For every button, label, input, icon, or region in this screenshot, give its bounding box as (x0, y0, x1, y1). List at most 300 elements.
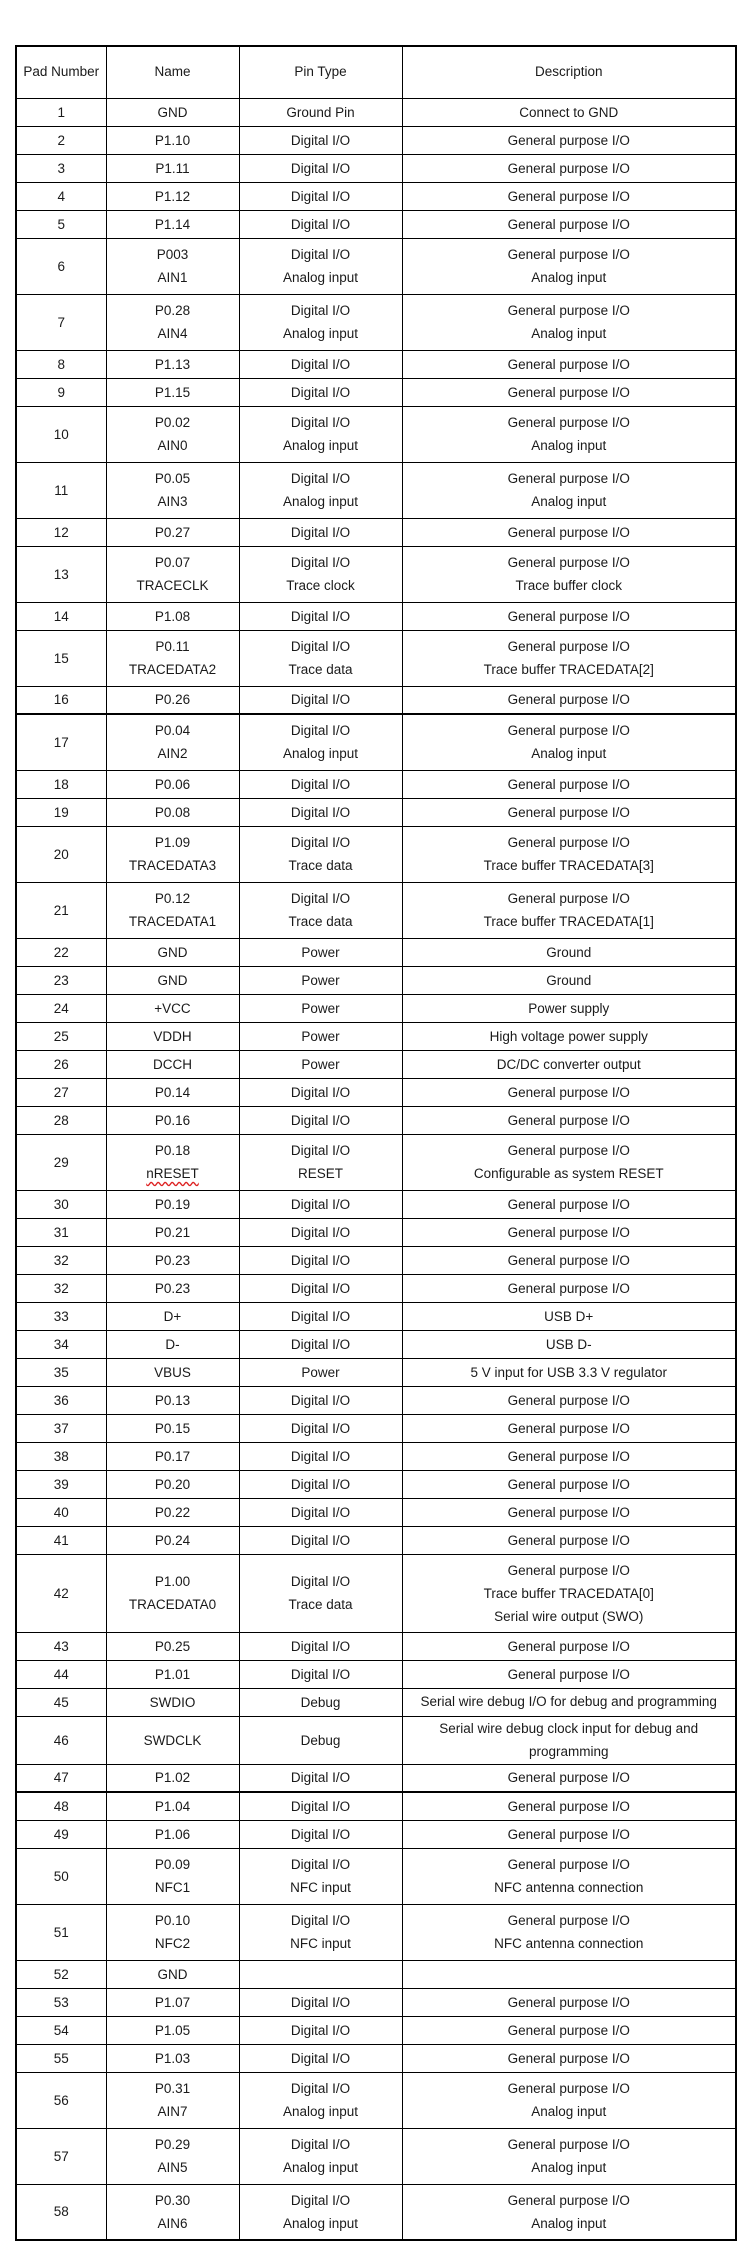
description-cell (402, 1988, 736, 2016)
name-line: P0.18 (154, 1143, 191, 1158)
table-row (16, 1302, 736, 1330)
description-cell (402, 1218, 736, 1246)
pad-number-cell: 34 (16, 1330, 106, 1358)
pin-table-section-1 (15, 45, 737, 715)
pin-type-cell (239, 1358, 402, 1386)
pin-type-line: Digital I/O (290, 1857, 351, 1872)
table-row (16, 350, 736, 378)
name-cell (106, 1792, 239, 1820)
description-line: General purpose I/O (507, 1196, 630, 1212)
description-cell (402, 518, 736, 546)
pin-type-line: Digital I/O (290, 415, 351, 430)
description-cell (402, 1820, 736, 1848)
pin-type-line: Analog input (282, 2160, 359, 2175)
table-row (16, 2016, 736, 2044)
pin-type-cell (239, 294, 402, 350)
pin-type-cell (239, 1904, 402, 1960)
name-cell (106, 602, 239, 630)
pin-type-line: NFC input (290, 1936, 351, 1951)
pin-type-line: Ground Pin (286, 104, 355, 120)
description-cell (402, 798, 736, 826)
pad-number-cell: 35 (16, 1358, 106, 1386)
name-line: AIN4 (157, 326, 188, 341)
pin-type-cell (239, 714, 402, 770)
description-cell (402, 154, 736, 182)
name-cell (106, 350, 239, 378)
name-line: P1.04 (154, 1798, 191, 1814)
description-cell (402, 602, 736, 630)
name-cell (106, 518, 239, 546)
name-line: NFC1 (154, 1880, 191, 1895)
pad-number-cell: 45 (16, 1688, 106, 1716)
description-cell (402, 1246, 736, 1274)
pin-type-line: Digital I/O (290, 1280, 351, 1296)
description-cell (402, 1960, 736, 1988)
pin-type-line: Analog input (282, 494, 359, 509)
description-line: General purpose I/O (507, 608, 630, 624)
pin-type-line: Digital I/O (290, 835, 351, 850)
description-line: General purpose I/O (507, 1913, 630, 1928)
description-line: General purpose I/O (507, 247, 630, 262)
pad-number-cell: 36 (16, 1386, 106, 1414)
description-cell (402, 546, 736, 602)
description-cell (402, 1526, 736, 1554)
description-line: General purpose I/O (507, 1392, 630, 1408)
pin-type-line: Power (301, 944, 340, 960)
name-cell (106, 1820, 239, 1848)
description-cell (402, 1190, 736, 1218)
pin-type-cell (239, 966, 402, 994)
pin-type-cell (239, 1848, 402, 1904)
name-cell (106, 126, 239, 154)
table-row (16, 1792, 736, 1820)
pin-type-cell (239, 1792, 402, 1820)
name-line: DCCH (153, 1056, 192, 1072)
name-line: AIN3 (157, 494, 188, 509)
name-line: D- (165, 1336, 180, 1352)
name-line: VDDH (153, 1028, 192, 1044)
name-cell (106, 1688, 239, 1716)
description-line: General purpose I/O (507, 2192, 630, 2208)
pin-type-line: Power (301, 1000, 340, 1016)
description-line: General purpose I/O (507, 804, 630, 820)
pad-number-cell: 3 (16, 154, 106, 182)
name-cell (106, 826, 239, 882)
pin-type-cell (239, 518, 402, 546)
pad-number-cell: 42 (16, 1554, 106, 1632)
pin-type-cell (239, 882, 402, 938)
pad-number-cell: 41 (16, 1526, 106, 1554)
name-cell (106, 1660, 239, 1688)
name-line: P0.08 (154, 804, 191, 820)
pin-type-line: Analog input (282, 2104, 359, 2119)
description-cell (402, 1632, 736, 1660)
pin-type-line: Digital I/O (290, 891, 351, 906)
pin-type-cell (239, 686, 402, 714)
name-cell (106, 1302, 239, 1330)
pad-number-cell: 28 (16, 1106, 106, 1134)
name-line: P1.02 (154, 1770, 191, 1786)
table-row (16, 714, 736, 770)
pad-number-cell: 23 (16, 966, 106, 994)
description-cell (402, 1792, 736, 1820)
pad-number-cell: 14 (16, 602, 106, 630)
name-line: P0.27 (154, 524, 191, 540)
description-cell (402, 686, 736, 714)
name-line: P0.20 (154, 1476, 191, 1492)
table-row (16, 1386, 736, 1414)
description-line: DC/DC converter output (496, 1056, 641, 1072)
table-row (16, 1106, 736, 1134)
pad-number-cell: 9 (16, 378, 106, 406)
name-line: P0.02 (154, 415, 191, 430)
name-line: GND (157, 944, 188, 960)
pin-type-cell (239, 126, 402, 154)
pin-type-cell (239, 1526, 402, 1554)
description-cell (402, 2072, 736, 2128)
pad-number-cell: 11 (16, 462, 106, 518)
pin-type-cell (239, 182, 402, 210)
pad-number-cell: 46 (16, 1716, 106, 1764)
pin-type-line: Digital I/O (290, 1196, 351, 1212)
pin-type-line: Digital I/O (290, 1913, 351, 1928)
pin-type-line: Digital I/O (290, 384, 351, 400)
description-line: Trace buffer TRACEDATA[2] (483, 662, 654, 677)
description-line: General purpose I/O (507, 1084, 630, 1100)
name-line: P0.21 (154, 1224, 191, 1240)
name-line: P0.13 (154, 1392, 191, 1408)
pin-type-line: Digital I/O (290, 247, 351, 262)
description-line: General purpose I/O (507, 524, 630, 540)
pin-type-cell (239, 1660, 402, 1688)
table-row (16, 966, 736, 994)
pad-number-cell: 26 (16, 1050, 106, 1078)
name-line: VBUS (154, 1364, 191, 1380)
pin-type-cell (239, 1960, 402, 1988)
pad-number-cell: 25 (16, 1022, 106, 1050)
pin-type-line: Power (301, 1364, 340, 1380)
name-cell (106, 2044, 239, 2072)
pin-type-cell (239, 1274, 402, 1302)
table-row (16, 2044, 736, 2072)
description-line: Analog input (531, 2215, 607, 2231)
pad-number-cell: 7 (16, 294, 106, 350)
pin-type-cell (239, 2184, 402, 2240)
name-cell (106, 770, 239, 798)
table-row (16, 1414, 736, 1442)
description-line: General purpose I/O (507, 2022, 630, 2038)
pin-table-section-3 (15, 1791, 737, 2241)
name-line: TRACEDATA0 (128, 1597, 217, 1612)
name-line: GND (157, 972, 188, 988)
pin-table-section-2 (15, 713, 737, 1793)
name-line: P0.07 (154, 555, 191, 570)
description-line: Serial wire output (SWO) (494, 1608, 644, 1624)
description-line: Serial wire debug I/O for debug and programming (420, 1694, 717, 1709)
pin-type-cell (239, 1218, 402, 1246)
description-line: 5 V input for USB 3.3 V regulator (470, 1364, 668, 1380)
pad-number-cell: 6 (16, 238, 106, 294)
pin-type-line: Digital I/O (290, 1504, 351, 1520)
name-line: P1.05 (154, 2022, 191, 2038)
pin-type-cell (239, 1022, 402, 1050)
description-line: NFC antenna connection (494, 1880, 644, 1895)
pad-number-cell: 40 (16, 1498, 106, 1526)
table-row (16, 1022, 736, 1050)
pin-type-line: Digital I/O (290, 1476, 351, 1492)
pin-type-cell (239, 1716, 402, 1764)
pad-number-cell: 54 (16, 2016, 106, 2044)
pad-number-cell: 8 (16, 350, 106, 378)
description-line: General purpose I/O (507, 1143, 630, 1158)
description-line: USB D+ (544, 1308, 594, 1324)
pin-type-cell (239, 798, 402, 826)
name-line: NFC2 (154, 1936, 191, 1951)
description-cell (402, 182, 736, 210)
pin-type-cell (239, 1764, 402, 1792)
pin-type-line: Digital I/O (290, 692, 351, 708)
name-line: P0.05 (154, 471, 191, 486)
description-cell (402, 210, 736, 238)
pin-type-line: Digital I/O (290, 216, 351, 232)
pin-type-line: Digital I/O (290, 188, 351, 204)
description-cell (402, 2184, 736, 2240)
pin-type-line: Digital I/O (290, 356, 351, 372)
name-line: P0.30 (154, 2192, 191, 2208)
pin-type-line: Digital I/O (290, 2081, 351, 2096)
pad-number-cell: 50 (16, 1848, 106, 1904)
pin-type-line: Digital I/O (290, 1666, 351, 1682)
pin-type-cell (239, 1190, 402, 1218)
pad-number-cell: 2 (16, 126, 106, 154)
description-line: General purpose I/O (507, 1476, 630, 1492)
name-cell (106, 686, 239, 714)
name-cell (106, 1442, 239, 1470)
pin-type-line: Digital I/O (290, 776, 351, 792)
table-row (16, 462, 736, 518)
name-line: P1.14 (154, 216, 191, 232)
name-line: P0.11 (155, 639, 190, 654)
name-cell (106, 1218, 239, 1246)
name-line: GND (157, 1966, 188, 1982)
name-line: P0.25 (154, 1638, 191, 1654)
description-cell (402, 238, 736, 294)
pin-type-cell (239, 378, 402, 406)
pad-number-cell: 5 (16, 210, 106, 238)
pin-type-line: Digital I/O (290, 2022, 351, 2038)
name-cell (106, 938, 239, 966)
name-cell (106, 294, 239, 350)
name-line: P1.08 (154, 608, 191, 624)
table-row (16, 1498, 736, 1526)
name-cell (106, 1960, 239, 1988)
description-line: Connect to GND (519, 104, 619, 120)
name-line: TRACEDATA1 (128, 914, 217, 929)
pin-type-line: Digital I/O (290, 1770, 351, 1786)
table-row (16, 546, 736, 602)
pin-type-line: Digital I/O (290, 608, 351, 624)
table-row (16, 1470, 736, 1498)
description-line: Configurable as system RESET (473, 1166, 664, 1181)
description-cell (402, 1078, 736, 1106)
name-line: P0.17 (154, 1448, 191, 1464)
description-line: General purpose I/O (507, 1770, 630, 1786)
name-cell (106, 2072, 239, 2128)
description-line: General purpose I/O (507, 1280, 630, 1296)
pad-number-cell: 12 (16, 518, 106, 546)
pin-type-cell (239, 770, 402, 798)
name-line: P0.04 (154, 723, 191, 739)
pin-type-cell (239, 1688, 402, 1716)
name-cell (106, 406, 239, 462)
pad-number-cell: 13 (16, 546, 106, 602)
name-line: SWDIO (149, 1694, 196, 1710)
description-line: programming (528, 1744, 609, 1759)
description-cell (402, 966, 736, 994)
pin-type-line: NFC input (290, 1880, 351, 1895)
description-cell (402, 1764, 736, 1792)
table-header-row (16, 46, 736, 98)
table-row (16, 770, 736, 798)
pad-number-cell: 17 (16, 714, 106, 770)
name-cell (106, 1470, 239, 1498)
pin-type-line: Trace data (288, 662, 353, 677)
pin-type-cell (239, 2044, 402, 2072)
description-cell (402, 994, 736, 1022)
pin-type-cell (239, 1078, 402, 1106)
name-cell (106, 1526, 239, 1554)
table-row (16, 378, 736, 406)
description-line: General purpose I/O (507, 384, 630, 400)
pin-type-cell (239, 406, 402, 462)
pin-type-cell (239, 1988, 402, 2016)
description-cell (402, 406, 736, 462)
pin-type-cell (239, 1246, 402, 1274)
pin-type-line: Digital I/O (290, 639, 351, 654)
description-cell (402, 882, 736, 938)
table-row (16, 1330, 736, 1358)
description-line: General purpose I/O (507, 471, 630, 486)
table-row (16, 1050, 736, 1078)
pin-type-line: Digital I/O (290, 1574, 351, 1589)
name-line: P0.24 (154, 1532, 191, 1548)
table-row (16, 154, 736, 182)
table-row (16, 1246, 736, 1274)
pin-type-cell (239, 1386, 402, 1414)
name-line: nRESET (146, 1166, 199, 1181)
pin-type-line: Digital I/O (290, 1420, 351, 1436)
name-line: P0.10 (154, 1913, 191, 1928)
pad-number-cell: 49 (16, 1820, 106, 1848)
pin-type-line: Power (301, 1056, 340, 1072)
pad-number-cell: 4 (16, 182, 106, 210)
pin-type-line: Debug (300, 1694, 341, 1710)
table-row (16, 994, 736, 1022)
pad-number-cell: 44 (16, 1660, 106, 1688)
description-line: General purpose I/O (507, 2137, 630, 2152)
pin-type-cell (239, 630, 402, 686)
table-row (16, 1218, 736, 1246)
header-name: Name (106, 46, 239, 98)
name-line: SWDCLK (143, 1732, 202, 1748)
description-line: Power supply (528, 1000, 610, 1016)
name-cell (106, 378, 239, 406)
pin-type-cell (239, 2072, 402, 2128)
table-row (16, 1820, 736, 1848)
pin-type-line: RESET (297, 1166, 343, 1181)
table-row (16, 518, 736, 546)
table-row (16, 2072, 736, 2128)
pin-type-cell (239, 826, 402, 882)
pad-number-cell: 10 (16, 406, 106, 462)
description-cell (402, 1688, 736, 1716)
description-line: General purpose I/O (507, 1224, 630, 1240)
pin-type-line: Digital I/O (290, 2137, 351, 2152)
description-cell (402, 350, 736, 378)
pin-type-line: Debug (300, 1732, 341, 1748)
pin-type-line: Analog input (282, 2215, 359, 2231)
description-line: General purpose I/O (507, 1448, 630, 1464)
name-line: AIN2 (157, 746, 188, 762)
description-line: General purpose I/O (507, 216, 630, 232)
name-line: P0.23 (154, 1252, 191, 1268)
pin-type-line: Digital I/O (290, 1224, 351, 1240)
pad-number-cell: 30 (16, 1190, 106, 1218)
pin-type-cell (239, 1498, 402, 1526)
pad-number-cell: 52 (16, 1960, 106, 1988)
name-cell (106, 994, 239, 1022)
description-line: General purpose I/O (507, 356, 630, 372)
pad-number-cell: 31 (16, 1218, 106, 1246)
name-cell (106, 1358, 239, 1386)
description-line: General purpose I/O (507, 1857, 630, 1872)
name-line: AIN6 (157, 2215, 188, 2231)
pin-type-cell (239, 2016, 402, 2044)
description-line: Ground (546, 944, 592, 960)
pin-type-line: Digital I/O (290, 1638, 351, 1654)
table-row (16, 1848, 736, 1904)
pad-number-cell: 15 (16, 630, 106, 686)
name-line: P0.19 (154, 1196, 191, 1212)
description-cell (402, 2044, 736, 2072)
table-row (16, 98, 736, 126)
description-cell (402, 1274, 736, 1302)
description-cell (402, 714, 736, 770)
name-line: GND (157, 104, 188, 120)
name-line: P1.12 (154, 188, 191, 204)
description-line: General purpose I/O (507, 555, 630, 570)
name-line: P0.16 (154, 1112, 191, 1128)
description-line: Analog input (531, 2160, 607, 2175)
name-cell (106, 882, 239, 938)
name-line: P0.23 (154, 1280, 191, 1296)
pin-type-cell (239, 1470, 402, 1498)
description-line: General purpose I/O (507, 1798, 630, 1814)
pin-type-line: Digital I/O (290, 160, 351, 176)
description-line: General purpose I/O (507, 692, 630, 708)
description-line: Trace buffer TRACEDATA[0] (483, 1585, 654, 1601)
pad-number-cell: 33 (16, 1302, 106, 1330)
pin-type-cell (239, 1820, 402, 1848)
description-line: General purpose I/O (507, 2050, 630, 2066)
pin-type-line: Digital I/O (290, 555, 351, 570)
name-cell (106, 2184, 239, 2240)
pin-type-line: Analog input (282, 270, 359, 285)
name-cell (106, 1554, 239, 1632)
pin-type-line: Digital I/O (290, 1798, 351, 1814)
pin-type-line: Digital I/O (290, 2050, 351, 2066)
description-line: Analog input (531, 438, 607, 453)
